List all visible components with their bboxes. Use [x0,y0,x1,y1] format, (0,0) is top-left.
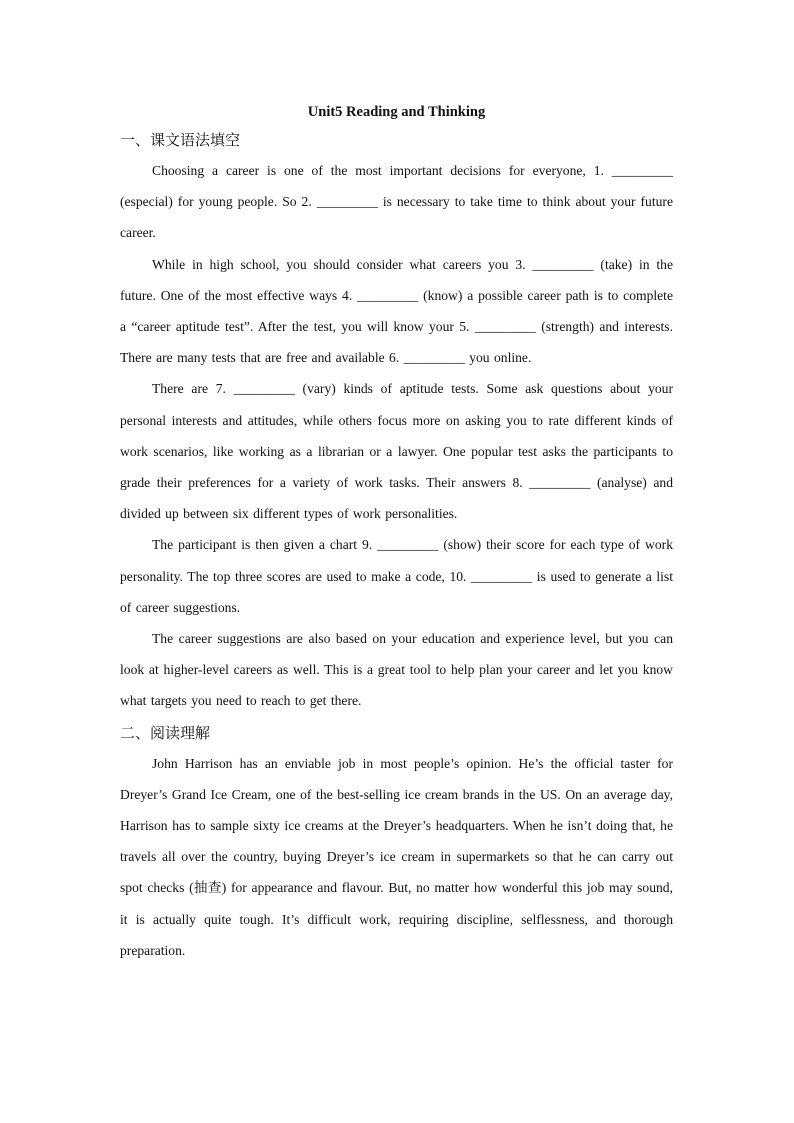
paragraph: The career suggestions are also based on your education and experience level, but you can look at higher-level careers as well. This is a great tool to help plan your career and let you know what targets you need to reach to get there. [120,631,673,709]
page-title: Unit5 Reading and Thinking [307,104,486,120]
paragraph: The participant is then given a chart 9. _________ (show) their score for each type of work personality. The top three scores are used to make a code, 10. _________ is used to generate a list of career suggestions. [120,537,673,615]
paragraph: John Harrison has an enviable job in most people’s opinion. He’s the official taster for Dreyer’s Grand Ice Cream, one of the best-selling ice cream brands in the US. On an average day, Harrison has to sample sixty ice creams at the Dreyer’s headquarters. When he isn’t doing that, he travels all over the country, buying Dreyer’s ice cream in supermarkets so that he can carry out spot checks (抽查) for appearance and flavour. But, no matter how wonderful this job may sound, it is actually quite tough. It’s difficult work, requiring discipline, selflessness, and thorough preparation. [120,755,673,958]
paragraph: Choosing a career is one of the most important decisions for everyone, 1. _________ (especial) for young people. So 2. _________ is necessary to take time to think about your future career. [120,163,673,241]
document-content [120,100,673,966]
paragraph: There are 7. _________ (vary) kinds of aptitude tests. Some ask questions about your personal interests and attitudes, while others focus more on asking you to rate different kinds of work scenarios, like working as a librarian or a lawyer. One popular test asks the participants to grade their preferences for a variety of work tasks. Their answers 8. _________ (analyse) and divided up between six different types of work personalities. [120,381,673,522]
section-heading-grammar-fill: 一、课文语法填空 [120,131,241,149]
section-heading-reading-comprehension: 二、阅读理解 [120,723,211,742]
paragraph: While in high school, you should consider what careers you 3. _________ (take) in the future. One of the most effective ways 4. _________ (know) a possible career path is to complete a “career aptitude test”. After the test, you will know your 5. _________ (strength) and interests. There are many tests that are free and available 6. _________ you online. [120,256,673,366]
